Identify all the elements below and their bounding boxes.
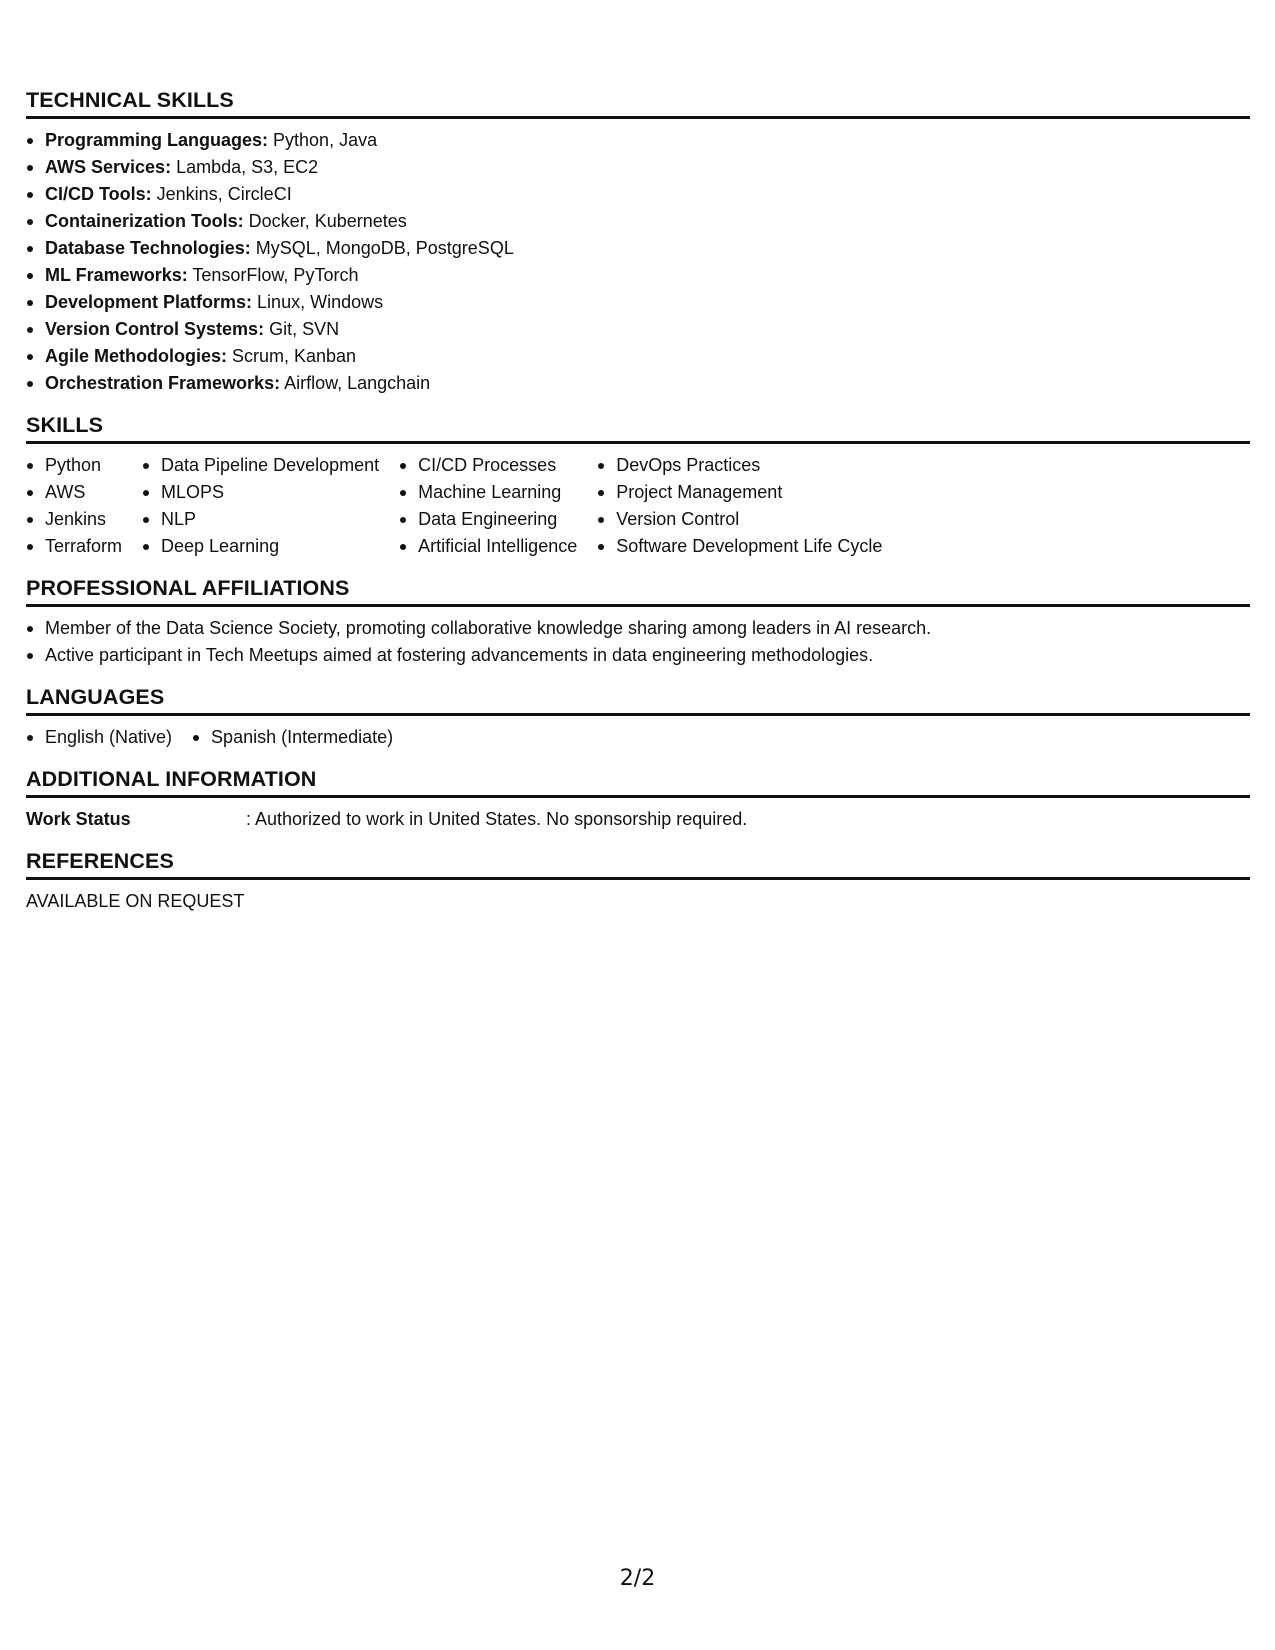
list-item: CI/CD Processes <box>399 452 577 479</box>
page-number: 2/2 <box>619 1566 656 1591</box>
list-item <box>26 154 1250 181</box>
skill-values: Lambda, S3, EC2 <box>171 157 319 177</box>
list-item: Artificial Intelligence <box>399 533 577 560</box>
skill-values: Git, SVN <box>264 319 340 339</box>
list-item <box>26 235 1250 262</box>
skill-values: TensorFlow, PyTorch <box>187 265 359 285</box>
skill-category: Development Platforms: <box>45 292 253 312</box>
section-title: SKILLS <box>26 413 1250 444</box>
list-item: Project Management <box>597 479 882 506</box>
work-status-row <box>26 798 1250 833</box>
list-item: Active participant in Tech Meetups aimed at fostering advancements in data engineering methodologies. <box>26 642 1250 669</box>
section-title: TECHNICAL SKILLS <box>26 88 1250 119</box>
list-item <box>26 316 1250 343</box>
skill-category: CI/CD Tools: <box>45 184 152 204</box>
list-item: AWS <box>26 479 122 506</box>
skills-column <box>399 452 577 560</box>
skill-category: Version Control Systems: <box>45 319 265 339</box>
skills-grid <box>26 444 1250 560</box>
skill-category: Agile Methodologies: <box>45 346 227 366</box>
skill-values: Airflow, Langchain <box>280 373 431 393</box>
list-item: Python <box>26 452 122 479</box>
list-item: Terraform <box>26 533 122 560</box>
list-item <box>26 208 1250 235</box>
resume-page <box>26 88 1250 931</box>
technical-skills-section <box>26 88 1250 397</box>
skills-section <box>26 413 1250 560</box>
skill-category: Database Technologies: <box>45 238 251 258</box>
list-item: Software Development Life Cycle <box>597 533 882 560</box>
skills-column <box>597 452 882 560</box>
list-item: Data Pipeline Development <box>142 452 379 479</box>
technical-skills-list <box>26 119 1250 397</box>
list-item: Version Control <box>597 506 882 533</box>
section-title: REFERENCES <box>26 849 1250 880</box>
list-item: Spanish (Intermediate) <box>192 724 393 751</box>
skill-values: Linux, Windows <box>252 292 384 312</box>
list-item <box>26 181 1250 208</box>
skill-values: Jenkins, CircleCI <box>151 184 292 204</box>
skill-category: Orchestration Frameworks: <box>45 373 281 393</box>
references-section <box>26 849 1250 915</box>
list-item: Data Engineering <box>399 506 577 533</box>
list-item <box>26 127 1250 154</box>
list-item: NLP <box>142 506 379 533</box>
list-item: Deep Learning <box>142 533 379 560</box>
languages-section <box>26 685 1250 751</box>
skill-category: AWS Services: <box>45 157 172 177</box>
affiliations-list <box>26 607 1250 669</box>
list-item <box>26 289 1250 316</box>
work-status-value: : Authorized to work in United States. No sponsorship required. <box>246 809 748 829</box>
list-item: Jenkins <box>26 506 122 533</box>
list-item: MLOPS <box>142 479 379 506</box>
languages-list <box>26 716 1250 751</box>
section-title: LANGUAGES <box>26 685 1250 716</box>
skill-category: Programming Languages: <box>45 130 269 150</box>
skill-values: Scrum, Kanban <box>227 346 357 366</box>
list-item <box>26 343 1250 370</box>
list-item <box>26 262 1250 289</box>
skills-column <box>142 452 379 560</box>
references-text: AVAILABLE ON REQUEST <box>26 891 245 911</box>
work-status-label: Work Status <box>26 809 131 829</box>
skill-values: MySQL, MongoDB, PostgreSQL <box>250 238 514 258</box>
list-item: Machine Learning <box>399 479 577 506</box>
section-title: ADDITIONAL INFORMATION <box>26 767 1250 798</box>
list-item: Member of the Data Science Society, promoting collaborative knowledge sharing among leaders in AI research. <box>26 615 1250 642</box>
skill-values: Docker, Kubernetes <box>243 211 407 231</box>
additional-info-section <box>26 767 1250 833</box>
skill-category: Containerization Tools: <box>45 211 244 231</box>
affiliations-section <box>26 576 1250 669</box>
skill-category: ML Frameworks: <box>45 265 188 285</box>
skills-column <box>26 452 122 560</box>
list-item <box>26 370 1250 397</box>
section-title: PROFESSIONAL AFFILIATIONS <box>26 576 1250 607</box>
list-item: English (Native) <box>26 724 172 751</box>
list-item: DevOps Practices <box>597 452 882 479</box>
skill-values: Python, Java <box>268 130 378 150</box>
